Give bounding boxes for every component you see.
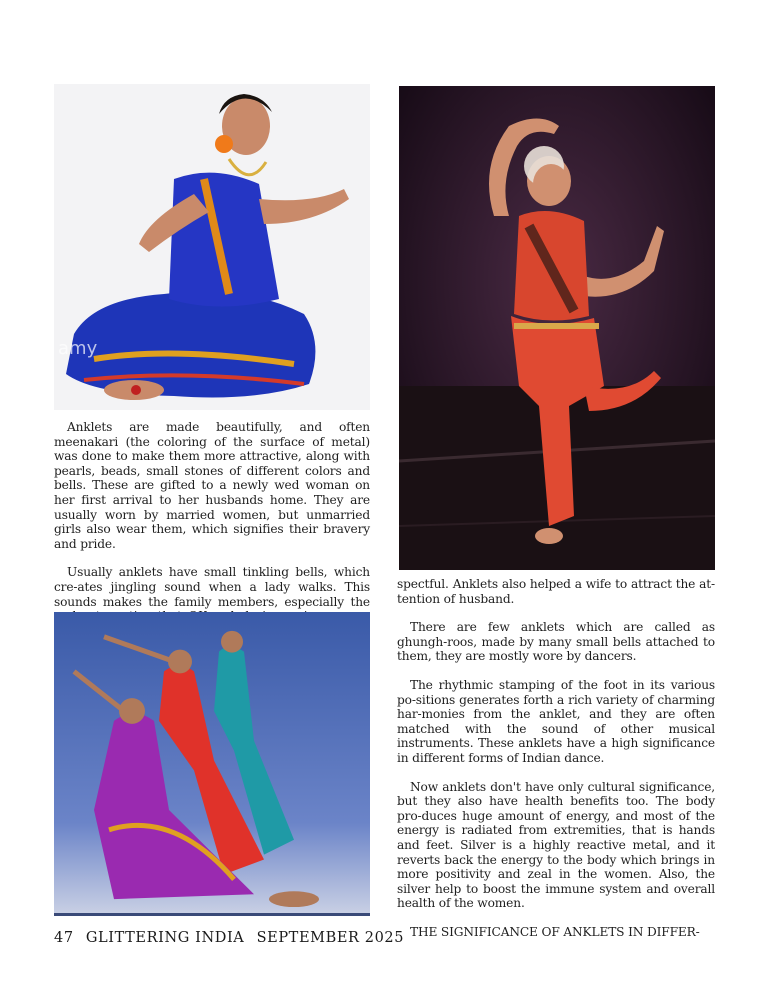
issue-date: SEPTEMBER 2025 bbox=[256, 930, 405, 946]
left-column-text bbox=[54, 420, 370, 638]
dancers-group-photo bbox=[54, 612, 370, 916]
paragraph: Usually anklets have small tinkling bells, which cre-ates jingling sound when a lady walks. This sounds makes the family members, especially the bbox=[54, 565, 370, 609]
dancer-standing-photo bbox=[399, 86, 715, 570]
paragraph-continuation: spectful. Anklets also helped a wife to attract the at-tention of husband. bbox=[397, 577, 715, 606]
paragraph: The rhythmic stamping of the foot in its various po-sitions generates forth a rich variety of charming har-monies from the anklet, and they are often matched with the sound of other musical instruments. These anklets have a high significance in different forms of Indian dance. bbox=[397, 677, 715, 765]
page-number: 47 bbox=[54, 930, 74, 946]
right-column-text bbox=[397, 577, 715, 939]
page-footer bbox=[54, 930, 411, 946]
magazine-title: GLITTERING INDIA bbox=[85, 930, 245, 946]
paragraph: Now anklets don't have only cultural significance, but they also have health benefits too. The body pro-duces huge amount of energy, and most of the energy is radiated from extremities, that is hands and feet. Silver is a highly reactive metal, and it reverts back the energy to the body which brings in more positivity and zeal in the women. Also, the silver help to boost the immune system and overall health of the women. bbox=[397, 779, 715, 911]
paragraph: Anklets are made beautifully, and often meenakari (the coloring of the surface of metal) was done to make them more attractive, along with pearls, beads, small stones of different colors and bells. These are gifted to a newly wed woman on her first arrival to her husbands home. They are usually worn by married women, but unmarried girls also wear them, which signifies their bravery and pride. bbox=[54, 420, 370, 551]
watermark-text: amy bbox=[58, 338, 98, 359]
section-heading-start: THE SIGNIFICANCE OF ANKLETS IN DIFFER- bbox=[410, 924, 700, 939]
dancer-seated-photo bbox=[54, 84, 370, 410]
paragraph: There are few anklets which are called as ghungh-roos, made by many small bells attached to them, they are mostly wore by dancers. bbox=[397, 620, 715, 664]
